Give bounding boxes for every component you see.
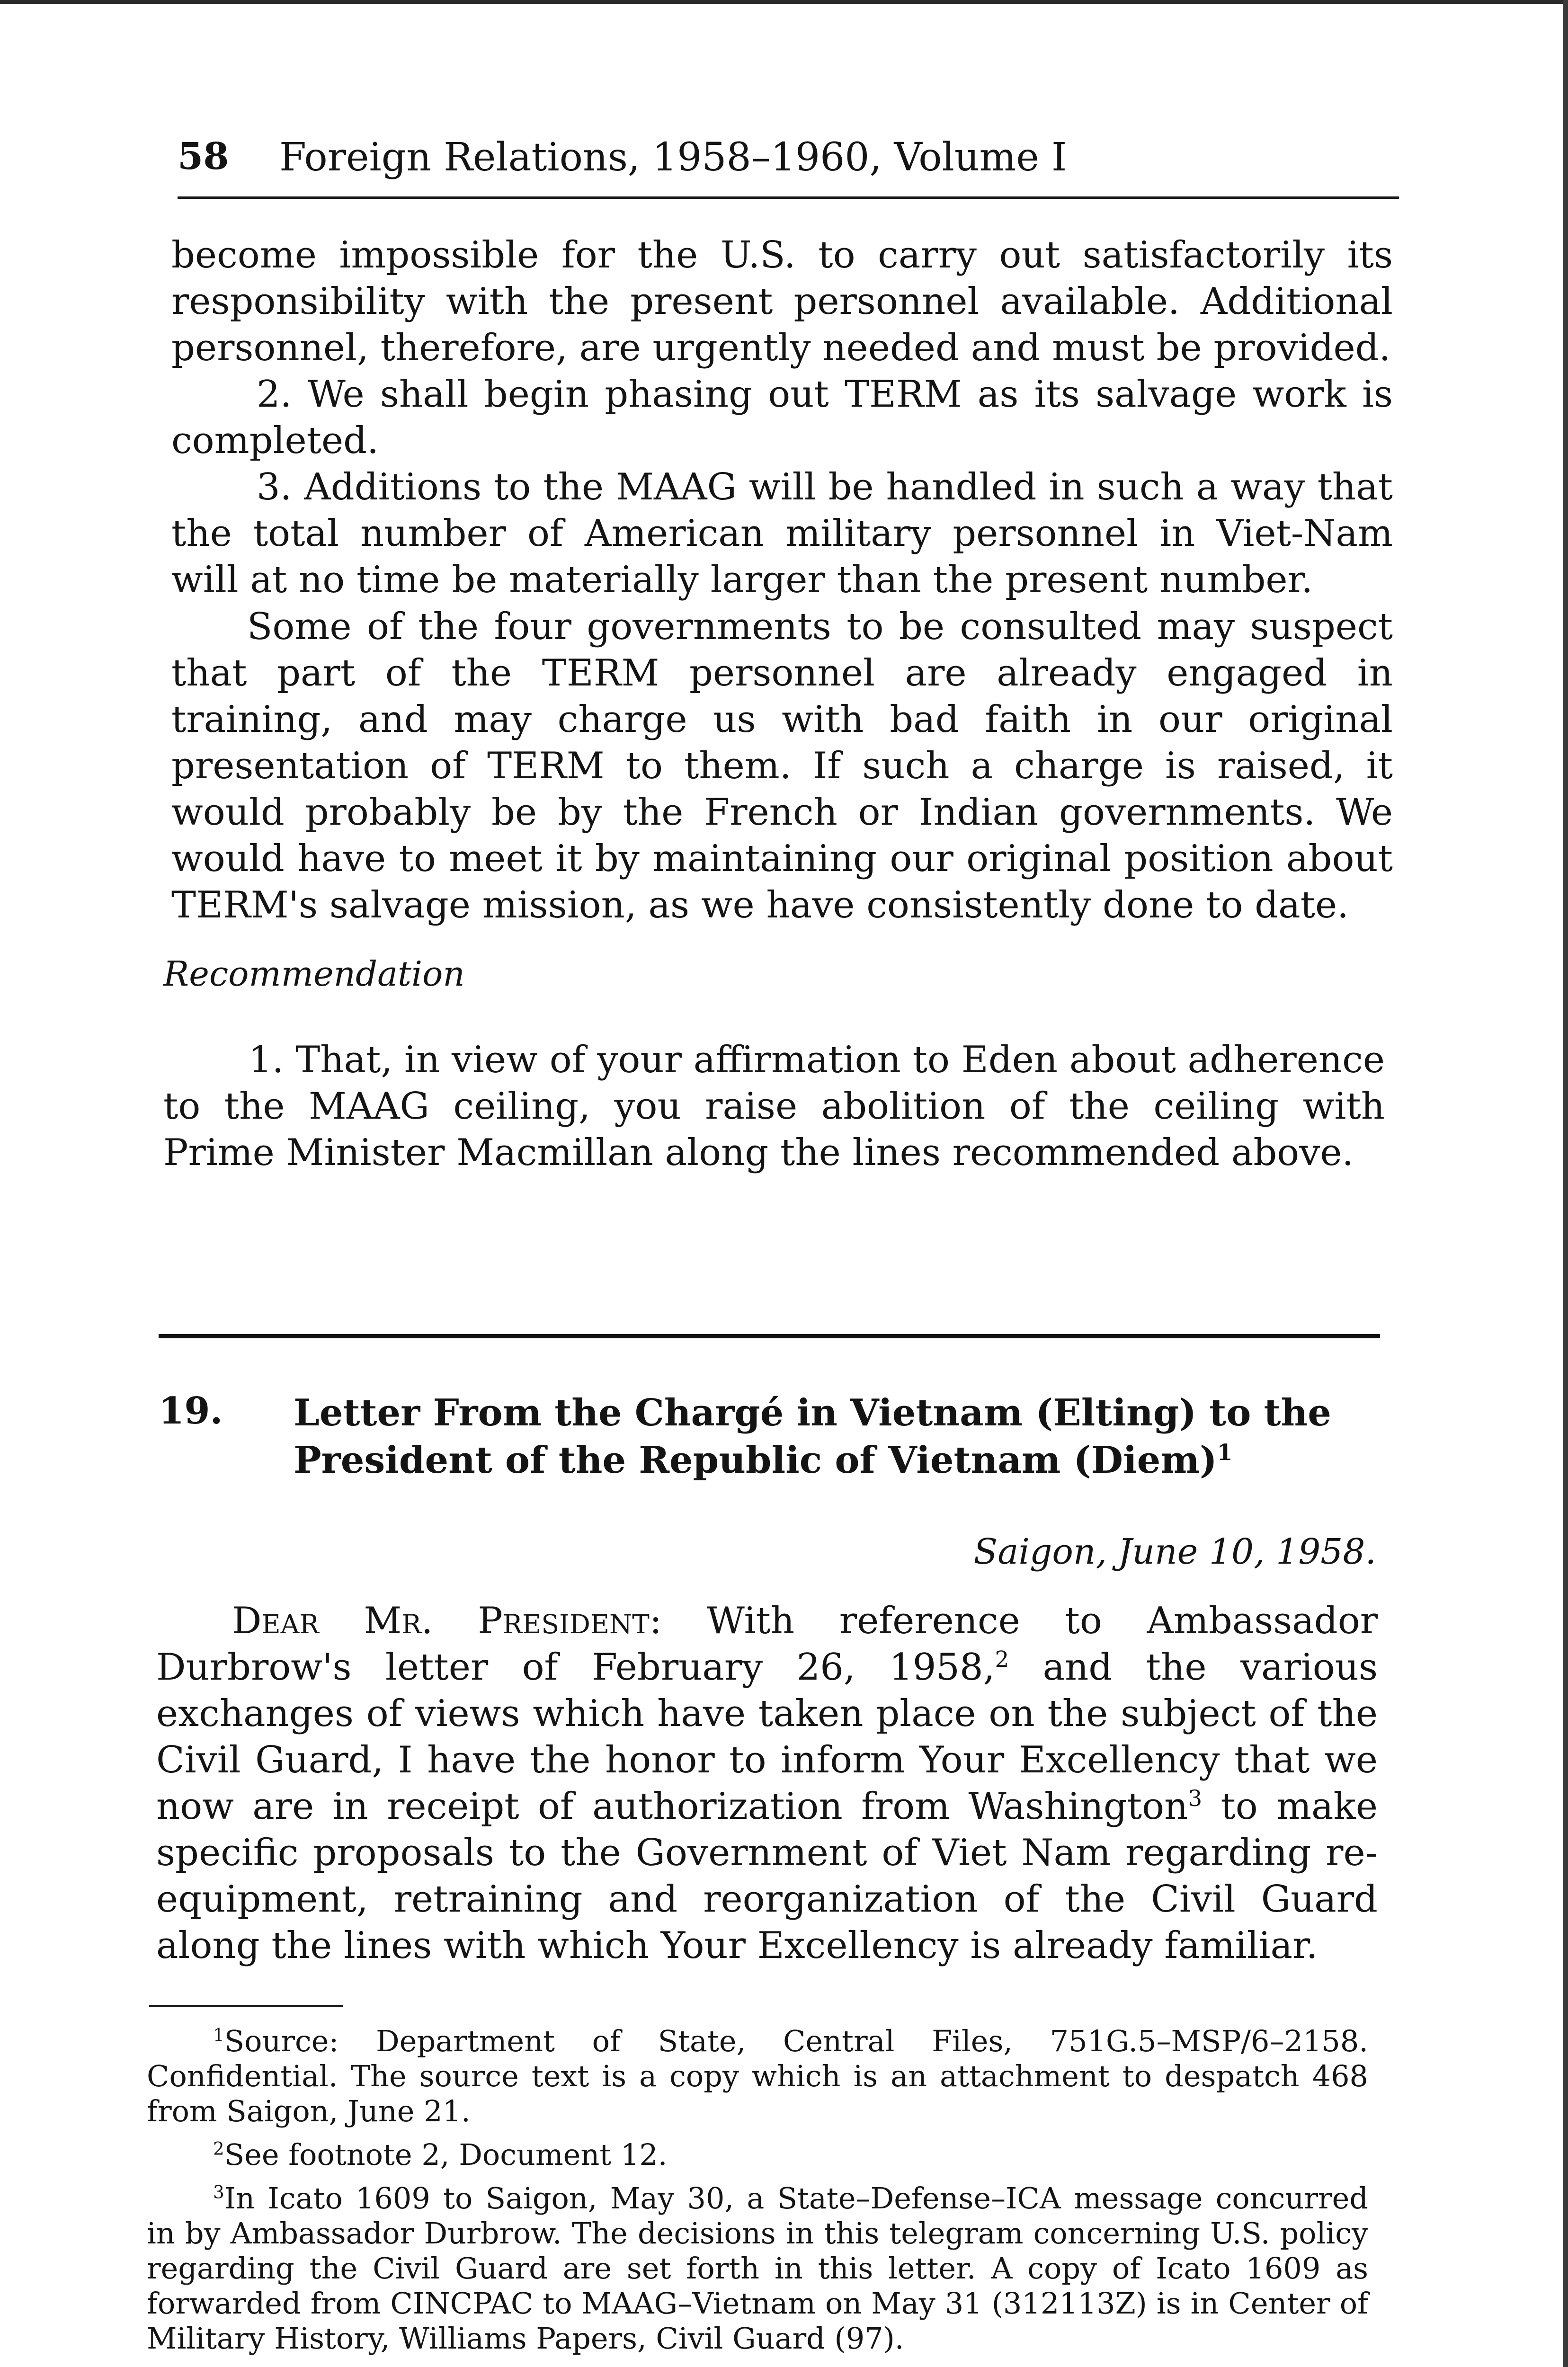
letter-body-part-1: With reference to Ambassador Durbrow's letter of February 26, 1958,	[156, 1600, 1378, 1689]
document-title	[294, 1389, 1335, 1484]
footnote-2-text: See footnote 2, Document 12.	[224, 2137, 668, 2172]
footnote-1-mark: 1	[213, 2024, 224, 2046]
title-footnote-mark: 1	[1217, 1440, 1233, 1466]
consultation-paragraph: Some of the four governments to be consulted may suspect that part of the TERM personnel are already engaged in training, and may charge us with bad faith in our original presentation of TERM to them. If such a charge is raised, it would probably be by the French or Indian governments. We would have to meet it by maintaining our original position about TERM's salvage mission, as we have consistently done to date.	[171, 605, 1393, 926]
list-item-3: 3. Additions to the MAAG will be handled in such a way that the total number of American military personnel in Viet-Nam will at no time be materially larger than the present number.	[171, 466, 1393, 601]
footnote-3	[147, 2181, 1368, 2356]
footnote-2-mark: 2	[213, 2138, 224, 2159]
body-footnote-mark-3: 3	[1188, 1786, 1203, 1812]
body-footnote-mark-2: 2	[995, 1647, 1009, 1673]
document-title-line-1: Letter From the Chargé in Vietnam (Elting) to the	[294, 1391, 1331, 1434]
document-title-line-2-wrap	[294, 1437, 1335, 1484]
recommendation-item-1: 1. That, in view of your affirmation to Eden about adherence to the MAAG ceiling, you raise abolition of the ceiling with Prime Minister Macmillan along the lines recommended above.	[163, 1039, 1385, 1174]
scan-edge-right	[1563, 0, 1568, 2367]
continuation-paragraph: become impossible for the U.S. to carry out satisfactorily its responsibility with the present personnel available. Additional personnel, therefore, are urgently needed and must be provided.	[171, 234, 1393, 369]
footnote-3-mark: 3	[213, 2181, 224, 2203]
section-divider	[159, 1334, 1380, 1338]
recommendation-heading: Recommendation	[163, 954, 465, 994]
document-title-line-2: President of the Republic of Vietnam (Diem)	[294, 1439, 1217, 1482]
footnote-rule	[149, 2005, 343, 2007]
footnote-1-text: Source: Department of State, Central Files, 751G.5–MSP/6–2158. Confidential. The source text is a copy which is an attachment to despatch 468 from Saigon, June 21.	[147, 2024, 1368, 2128]
running-head: Foreign Relations, 1958–1960, Volume I	[279, 135, 1067, 180]
document-number: 19.	[159, 1389, 223, 1433]
footnote-1	[147, 2024, 1368, 2129]
footnote-3-text: In Icato 1609 to Saigon, May 30, a State–Defense–ICA message concurred in by Ambassador Durbrow. The decisions in this telegram concerning U.S. policy regarding the Civil Guard are set forth in this letter. A copy of Icato 1609 as forwarded from CINCPAC to MAAG–Vietnam on May 31 (312113Z) is in Center of Military History, Williams Papers, Civil Guard (97).	[147, 2181, 1368, 2356]
list-item-2: 2. We shall begin phasing out TERM as its salvage work is completed.	[171, 373, 1393, 462]
page-header	[178, 135, 1399, 199]
page-number: 58	[178, 135, 229, 178]
dateline: Saigon, June 10, 1958.	[973, 1531, 1376, 1572]
scan-edge-top	[0, 0, 1568, 4]
letter-body-part-2: and the various exchanges of views which have taken place on the subject of the Civil Guard, I have the honor to inform Your Excellency that we now are in receipt of authorization from Washington	[156, 1646, 1378, 1828]
footnotes	[147, 2024, 1368, 2365]
letter-body	[156, 1598, 1378, 1969]
salutation: Dear Mr. President:	[232, 1600, 662, 1642]
footnote-2	[147, 2137, 1368, 2172]
letter-body-part-3: to make specific proposals to the Government of Viet Nam regarding re-equipment, retraining and reorganization of the Civil Guard along the lines with which Your Excellency is already familiar.	[156, 1785, 1378, 1967]
